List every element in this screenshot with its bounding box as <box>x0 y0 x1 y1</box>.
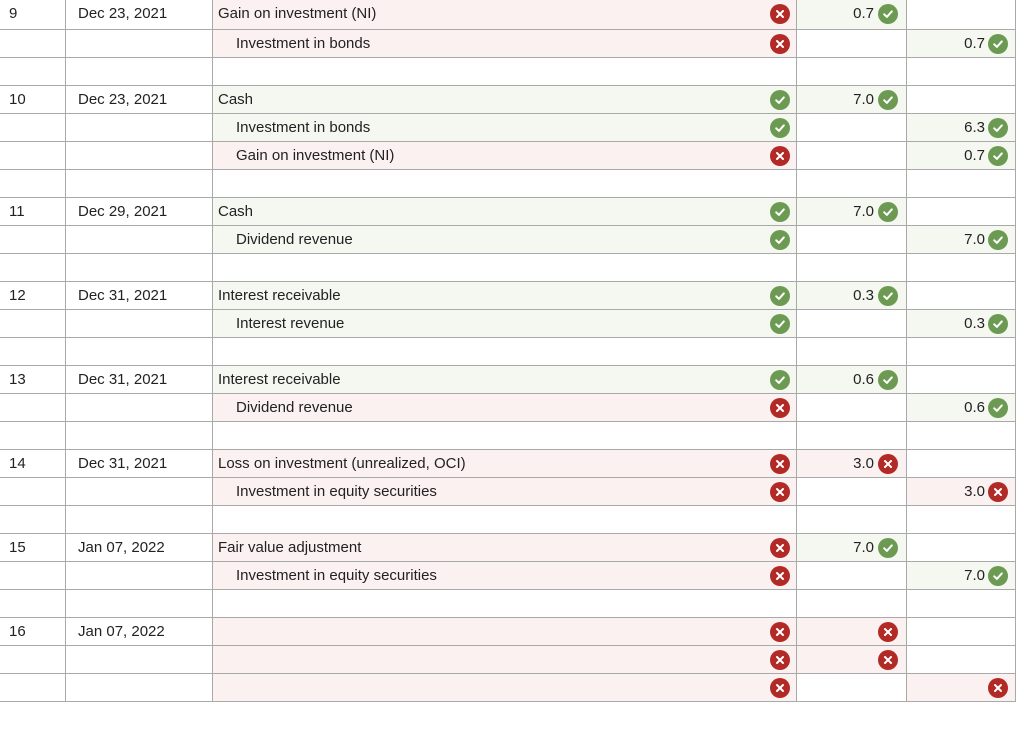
credit-field[interactable] <box>907 226 1016 253</box>
entry-number-cell <box>0 562 66 589</box>
check-icon <box>770 118 790 138</box>
table-row <box>0 646 1016 674</box>
table-row <box>0 254 1016 282</box>
check-icon <box>770 90 790 110</box>
credit-field[interactable] <box>907 394 1016 421</box>
entry-number-cell <box>0 282 66 309</box>
check-icon <box>988 146 1008 166</box>
account-field[interactable] <box>213 310 797 337</box>
date-cell <box>66 422 213 449</box>
entry-date: Dec 29, 2021 <box>78 203 168 220</box>
x-icon <box>770 482 790 502</box>
account-name: Investment in equity securities <box>236 567 437 584</box>
account-name: Interest receivable <box>218 287 341 304</box>
date-cell <box>66 590 213 617</box>
account-name: Dividend revenue <box>236 231 353 248</box>
debit-field[interactable] <box>797 562 907 589</box>
entry-number-cell <box>0 170 66 197</box>
x-icon <box>770 650 790 670</box>
date-cell <box>66 0 213 29</box>
entry-date: Dec 31, 2021 <box>78 455 168 472</box>
x-icon <box>878 650 898 670</box>
check-icon <box>988 34 1008 54</box>
account-name: Loss on investment (unrealized, OCI) <box>218 455 466 472</box>
debit-field[interactable] <box>797 366 907 393</box>
entry-number-cell <box>0 590 66 617</box>
credit-field[interactable] <box>907 590 1016 617</box>
x-icon <box>770 4 790 24</box>
x-icon <box>988 482 1008 502</box>
debit-field[interactable] <box>797 86 907 113</box>
date-cell <box>66 366 213 393</box>
account-name: Interest revenue <box>236 315 345 332</box>
credit-field[interactable] <box>907 674 1016 701</box>
date-cell <box>66 618 213 645</box>
table-row <box>0 310 1016 338</box>
entry-date: Dec 31, 2021 <box>78 287 168 304</box>
table-row <box>0 450 1016 478</box>
account-field[interactable] <box>213 338 797 365</box>
debit-field[interactable] <box>797 58 907 85</box>
debit-field[interactable] <box>797 478 907 505</box>
account-field[interactable] <box>213 366 797 393</box>
table-row <box>0 282 1016 310</box>
table-row <box>0 366 1016 394</box>
account-field[interactable] <box>213 0 797 29</box>
date-cell <box>66 30 213 57</box>
credit-field[interactable] <box>907 478 1016 505</box>
account-field[interactable] <box>213 618 797 645</box>
table-row <box>0 618 1016 646</box>
date-cell <box>66 394 213 421</box>
check-icon <box>878 538 898 558</box>
debit-field[interactable] <box>797 30 907 57</box>
date-cell <box>66 170 213 197</box>
debit-field[interactable] <box>797 674 907 701</box>
account-field[interactable] <box>213 590 797 617</box>
check-icon <box>988 566 1008 586</box>
entry-number: 9 <box>9 5 18 22</box>
check-icon <box>878 4 898 24</box>
date-cell <box>66 282 213 309</box>
debit-amount: 0.7 <box>853 5 874 22</box>
x-icon <box>878 622 898 642</box>
date-cell <box>66 114 213 141</box>
check-icon <box>988 314 1008 334</box>
account-field[interactable] <box>213 534 797 561</box>
check-icon <box>770 286 790 306</box>
entry-number-cell <box>0 478 66 505</box>
entry-number: 12 <box>9 287 26 304</box>
credit-field[interactable] <box>907 310 1016 337</box>
credit-field[interactable] <box>907 646 1016 673</box>
account-field[interactable] <box>213 226 797 253</box>
credit-field[interactable] <box>907 114 1016 141</box>
table-row <box>0 674 1016 702</box>
check-icon <box>770 202 790 222</box>
credit-amount: 3.0 <box>964 483 985 500</box>
table-row <box>0 114 1016 142</box>
x-icon <box>878 454 898 474</box>
entry-number-cell <box>0 366 66 393</box>
x-icon <box>770 398 790 418</box>
x-icon <box>770 146 790 166</box>
table-row <box>0 86 1016 114</box>
date-cell <box>66 310 213 337</box>
account-field[interactable] <box>213 282 797 309</box>
credit-amount: 7.0 <box>964 231 985 248</box>
table-row <box>0 30 1016 58</box>
account-field[interactable] <box>213 394 797 421</box>
debit-field[interactable] <box>797 254 907 281</box>
check-icon <box>878 202 898 222</box>
debit-amount: 3.0 <box>853 455 874 472</box>
debit-field[interactable] <box>797 142 907 169</box>
credit-field[interactable] <box>907 86 1016 113</box>
account-field[interactable] <box>213 170 797 197</box>
date-cell <box>66 646 213 673</box>
credit-amount: 0.7 <box>964 35 985 52</box>
entry-number-cell <box>0 226 66 253</box>
credit-amount: 7.0 <box>964 567 985 584</box>
account-field[interactable] <box>213 142 797 169</box>
check-icon <box>878 90 898 110</box>
table-row <box>0 422 1016 450</box>
date-cell <box>66 58 213 85</box>
entry-number-cell <box>0 254 66 281</box>
credit-field[interactable] <box>907 30 1016 57</box>
x-icon <box>770 34 790 54</box>
debit-field[interactable] <box>797 0 907 29</box>
account-name: Cash <box>218 91 254 108</box>
account-name: Cash <box>218 203 254 220</box>
date-cell <box>66 534 213 561</box>
credit-field[interactable] <box>907 422 1016 449</box>
date-cell <box>66 674 213 701</box>
entry-number-cell <box>0 86 66 113</box>
account-field[interactable] <box>213 114 797 141</box>
credit-amount: 0.7 <box>964 147 985 164</box>
check-icon <box>988 398 1008 418</box>
table-row <box>0 58 1016 86</box>
entry-number: 10 <box>9 91 26 108</box>
date-cell <box>66 86 213 113</box>
account-field[interactable] <box>213 506 797 533</box>
check-icon <box>878 370 898 390</box>
entry-number-cell <box>0 674 66 701</box>
account-name: Investment in bonds <box>236 119 371 136</box>
x-icon <box>770 538 790 558</box>
debit-field[interactable] <box>797 450 907 477</box>
account-name: Investment in equity securities <box>236 483 437 500</box>
entry-number-cell <box>0 198 66 225</box>
entry-number-cell <box>0 394 66 421</box>
account-name: Fair value adjustment <box>218 539 362 556</box>
debit-field[interactable] <box>797 394 907 421</box>
table-row <box>0 226 1016 254</box>
account-field[interactable] <box>213 478 797 505</box>
account-field[interactable] <box>213 58 797 85</box>
entry-number-cell <box>0 310 66 337</box>
debit-field[interactable] <box>797 506 907 533</box>
table-row <box>0 0 1016 30</box>
account-name: Dividend revenue <box>236 399 353 416</box>
entry-number-cell <box>0 142 66 169</box>
debit-field[interactable] <box>797 226 907 253</box>
account-name: Investment in bonds <box>236 35 371 52</box>
credit-field[interactable] <box>907 618 1016 645</box>
credit-field[interactable] <box>907 142 1016 169</box>
entry-number-cell <box>0 646 66 673</box>
account-field[interactable] <box>213 198 797 225</box>
debit-amount: 0.3 <box>853 287 874 304</box>
date-cell <box>66 478 213 505</box>
credit-field[interactable] <box>907 450 1016 477</box>
entry-date: Dec 31, 2021 <box>78 371 168 388</box>
entry-number-cell <box>0 114 66 141</box>
x-icon <box>770 622 790 642</box>
debit-field[interactable] <box>797 618 907 645</box>
account-field[interactable] <box>213 450 797 477</box>
credit-field[interactable] <box>907 170 1016 197</box>
account-field[interactable] <box>213 562 797 589</box>
table-row <box>0 562 1016 590</box>
account-field[interactable] <box>213 674 797 701</box>
debit-amount: 0.6 <box>853 371 874 388</box>
debit-field[interactable] <box>797 170 907 197</box>
check-icon <box>878 286 898 306</box>
account-field[interactable] <box>213 86 797 113</box>
debit-field[interactable] <box>797 114 907 141</box>
entry-number-cell <box>0 506 66 533</box>
credit-amount: 0.6 <box>964 399 985 416</box>
debit-field[interactable] <box>797 534 907 561</box>
table-row <box>0 590 1016 618</box>
entry-number-cell <box>0 618 66 645</box>
entry-number: 13 <box>9 371 26 388</box>
date-cell <box>66 506 213 533</box>
x-icon <box>770 678 790 698</box>
table-row <box>0 534 1016 562</box>
account-field[interactable] <box>213 30 797 57</box>
credit-field[interactable] <box>907 366 1016 393</box>
table-row <box>0 198 1016 226</box>
check-icon <box>770 314 790 334</box>
credit-field[interactable] <box>907 58 1016 85</box>
debit-field[interactable] <box>797 422 907 449</box>
table-row <box>0 394 1016 422</box>
credit-field[interactable] <box>907 506 1016 533</box>
check-icon <box>988 118 1008 138</box>
account-field[interactable] <box>213 254 797 281</box>
entry-number: 16 <box>9 623 26 640</box>
credit-field[interactable] <box>907 198 1016 225</box>
credit-amount: 0.3 <box>964 315 985 332</box>
debit-field[interactable] <box>797 198 907 225</box>
credit-amount: 6.3 <box>964 119 985 136</box>
entry-number-cell <box>0 30 66 57</box>
debit-field[interactable] <box>797 310 907 337</box>
table-row <box>0 142 1016 170</box>
table-row <box>0 506 1016 534</box>
entry-number: 15 <box>9 539 26 556</box>
entry-date: Dec 23, 2021 <box>78 5 168 22</box>
account-name: Gain on investment (NI) <box>236 147 395 164</box>
entry-number-cell <box>0 422 66 449</box>
credit-field[interactable] <box>907 338 1016 365</box>
date-cell <box>66 254 213 281</box>
credit-field[interactable] <box>907 562 1016 589</box>
credit-field[interactable] <box>907 534 1016 561</box>
check-icon <box>770 230 790 250</box>
table-row <box>0 338 1016 366</box>
table-row <box>0 170 1016 198</box>
date-cell <box>66 338 213 365</box>
date-cell <box>66 198 213 225</box>
entry-number: 11 <box>9 203 25 220</box>
account-field[interactable] <box>213 646 797 673</box>
entry-number-cell <box>0 534 66 561</box>
date-cell <box>66 562 213 589</box>
date-cell <box>66 450 213 477</box>
account-name: Gain on investment (NI) <box>218 5 377 22</box>
entry-date: Jan 07, 2022 <box>78 623 165 640</box>
entry-number-cell <box>0 58 66 85</box>
credit-field[interactable] <box>907 254 1016 281</box>
x-icon <box>770 566 790 586</box>
entry-number-cell <box>0 0 66 29</box>
debit-amount: 7.0 <box>853 539 874 556</box>
debit-amount: 7.0 <box>853 203 874 220</box>
debit-field[interactable] <box>797 338 907 365</box>
debit-amount: 7.0 <box>853 91 874 108</box>
entry-number-cell <box>0 338 66 365</box>
entry-date: Dec 23, 2021 <box>78 91 168 108</box>
entry-date: Jan 07, 2022 <box>78 539 165 556</box>
debit-field[interactable] <box>797 590 907 617</box>
entry-number-cell <box>0 450 66 477</box>
debit-field[interactable] <box>797 646 907 673</box>
account-field[interactable] <box>213 422 797 449</box>
account-name: Interest receivable <box>218 371 341 388</box>
check-icon <box>988 230 1008 250</box>
check-icon <box>770 370 790 390</box>
debit-field[interactable] <box>797 282 907 309</box>
date-cell <box>66 226 213 253</box>
x-icon <box>988 678 1008 698</box>
x-icon <box>770 454 790 474</box>
table-row <box>0 478 1016 506</box>
entry-number: 14 <box>9 455 26 472</box>
date-cell <box>66 142 213 169</box>
credit-field[interactable] <box>907 282 1016 309</box>
credit-field[interactable] <box>907 0 1016 29</box>
